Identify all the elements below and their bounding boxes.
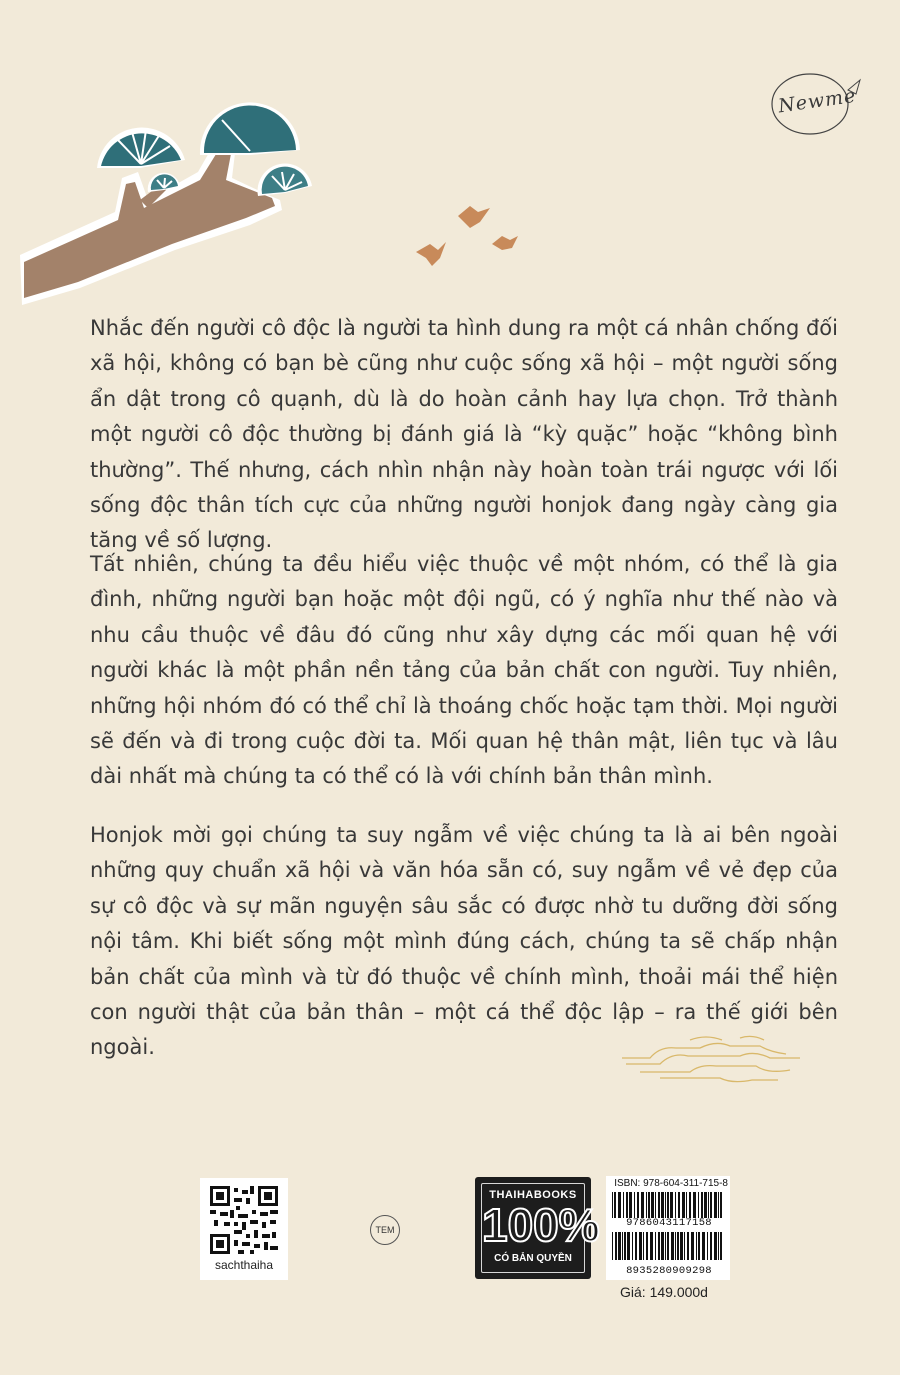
barcode-bars-icon [612,1232,724,1260]
isbn-barcode [606,1176,730,1280]
birds-illustration [416,206,518,266]
badge-percent: 100% [482,1199,600,1251]
badge-subtitle: CÓ BẢN QUYỀN [494,1253,572,1264]
badge-brand: THAIHABOOKS [489,1189,577,1201]
blurb-paragraph-3: Honjok mời gọi chúng ta suy ngẫm về việc chúng ta là ai bên ngoài những quy chuẩn xã hội và văn hóa sẵn có, suy ngẫm về vẻ đẹp của sự cô độc và sự mãn nguyện sâu sắc có được nhờ tu dưỡng đời sống nội tâm. Khi biết sống một mình đúng cách, chúng ta sẽ chấp nhận bản chất của mình và từ đó thuộc về chính mình, thoải mái thể hiện con người thật của bản thân – một cá thể độc lập – ra thế giới bên ngoài. [90,823,838,1060]
blurb-paragraph-1: Nhắc đến người cô độc là người ta hình dung ra một cá nhân chống đối xã hội, không có bạn bè cũng như cuộc sống xã hội – một người sống ẩn dật trong cô quạnh, dù là do hoàn cảnh hay lựa chọn. Trở thành một người cô độc thường bị đánh giá là “kỳ quặc” hoặc “không bình thường”. Thế nhưng, cách nhìn nhận này hoàn toàn trái ngược với lối sống độc thân tích cực của những người honjok đang ngày càng gia tăng về số lượng. [90,316,838,553]
isbn-number: ISBN: 978-604-311-715-8 [614,1178,728,1189]
qr-code [200,1178,288,1280]
blurb-paragraph-2: Tất nhiên, chúng ta đều hiểu việc thuộc về một nhóm, có thể là gia đình, những người bạn hoặc một đội ngũ, có ý nghĩa như thế nào và nhu cầu thuộc về đâu đó cũng như xây dựng các mối quan hệ với người khác là một phần nền tảng của bản chất con người. Tuy nhiên, những hội nhóm đó có thể chỉ là thoáng chốc hoặc tạm thời. Mọi người sẽ đến và đi trong cuộc đời ta. Mối quan hệ thân mật, liên tục và lâu dài nhất mà chúng ta có thể có là với chính bản thân mình. [90,552,838,789]
copyright-badge [475,1177,600,1279]
barcode-digits-top: 9786043117158 [626,1217,712,1229]
logo-wordmark: Newme [776,84,858,118]
barcode-bars-icon [612,1192,724,1218]
barcode-digits-bottom: 8935280909298 [626,1265,712,1277]
tree-branch-illustration [20,102,312,305]
newme-logo [764,68,864,138]
qr-pattern-icon [210,1186,278,1254]
qr-label: sachthaiha [214,1258,274,1272]
tem-stamp: TEM [370,1215,400,1245]
price-label: Giá: 149.000d [620,1284,708,1300]
